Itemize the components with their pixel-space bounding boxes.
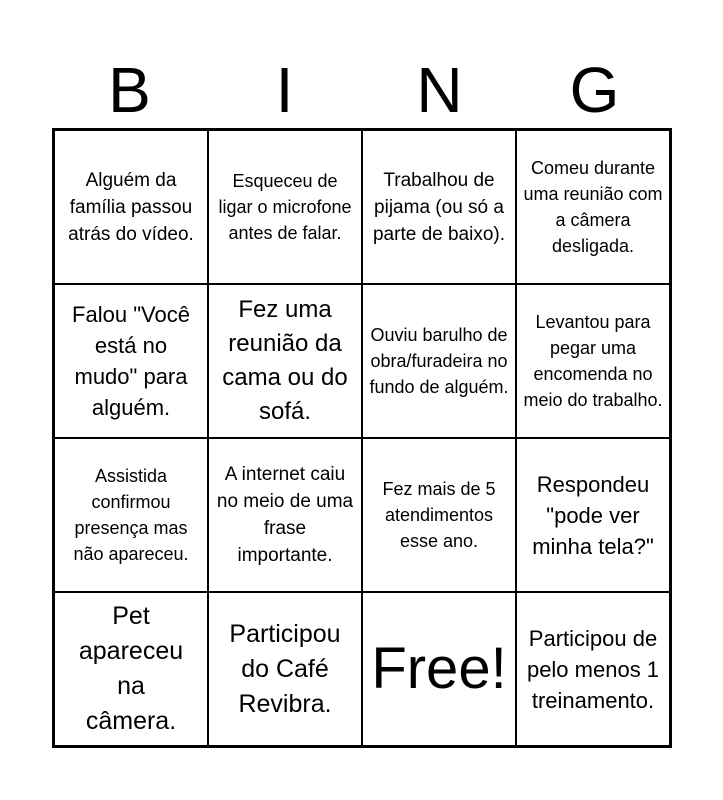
bingo-cell-text: Respondeu "pode ver minha tela?"	[532, 471, 654, 559]
bingo-cell-text: Comeu durante uma reunião com a câmera desligada.	[523, 158, 663, 256]
bingo-cell-text: Levantou para pegar uma encomenda no meio do trabalho.	[523, 312, 663, 410]
header-letter-b: B	[108, 54, 151, 126]
bingo-cell[interactable]	[208, 284, 362, 438]
bingo-cell[interactable]	[516, 438, 670, 592]
bingo-cell-text: Participou de pelo menos 1 treinamento.	[526, 625, 660, 713]
header-letter-i: I	[275, 54, 294, 126]
bingo-cell[interactable]	[54, 284, 208, 438]
bingo-cell-text: A internet caiu no meio de uma frase importante.	[216, 464, 354, 566]
header-letter-n: N	[416, 54, 463, 126]
bingo-cell-text: Participou do Café Revibra.	[229, 619, 341, 718]
bingo-cell-text: Fez uma reunião da cama ou do sofá.	[222, 296, 348, 425]
bingo-cell-text: Trabalhou de pijama (ou só a parte de baixo).	[372, 169, 506, 245]
free-space-text: Free!	[371, 636, 507, 701]
bingo-cell-text: Falou "Você está no mudo" para alguém.	[72, 302, 190, 420]
bingo-cell[interactable]	[208, 130, 362, 284]
bingo-cell[interactable]	[208, 592, 362, 746]
bingo-cell-text: Esqueceu de ligar o microfone antes de falar.	[218, 171, 352, 243]
bingo-cell[interactable]	[516, 592, 670, 746]
bingo-cell[interactable]	[362, 438, 516, 592]
bingo-cell-text: Pet apareceu na câmera.	[78, 602, 184, 735]
bingo-cell[interactable]	[516, 130, 670, 284]
bingo-header	[52, 52, 672, 128]
bingo-cell-text: Ouviu barulho de obra/furadeira no fundo de alguém.	[369, 325, 509, 397]
bingo-cell[interactable]	[362, 130, 516, 284]
header-letter-g: G	[569, 54, 620, 126]
bingo-cell[interactable]	[54, 438, 208, 592]
bingo-cell[interactable]	[362, 284, 516, 438]
bingo-card-grid	[52, 128, 672, 748]
bingo-cell[interactable]	[54, 592, 208, 746]
bingo-cell-text: Fez mais de 5 atendimentos esse ano.	[382, 479, 496, 551]
bingo-cell[interactable]	[54, 130, 208, 284]
bingo-cell-text: Alguém da família passou atrás do vídeo.	[68, 169, 194, 245]
bingo-free-space[interactable]	[362, 592, 516, 746]
bingo-cell[interactable]	[516, 284, 670, 438]
bingo-cell-text: Assistida confirmou presença mas não apareceu.	[73, 466, 189, 564]
bingo-cell[interactable]	[208, 438, 362, 592]
